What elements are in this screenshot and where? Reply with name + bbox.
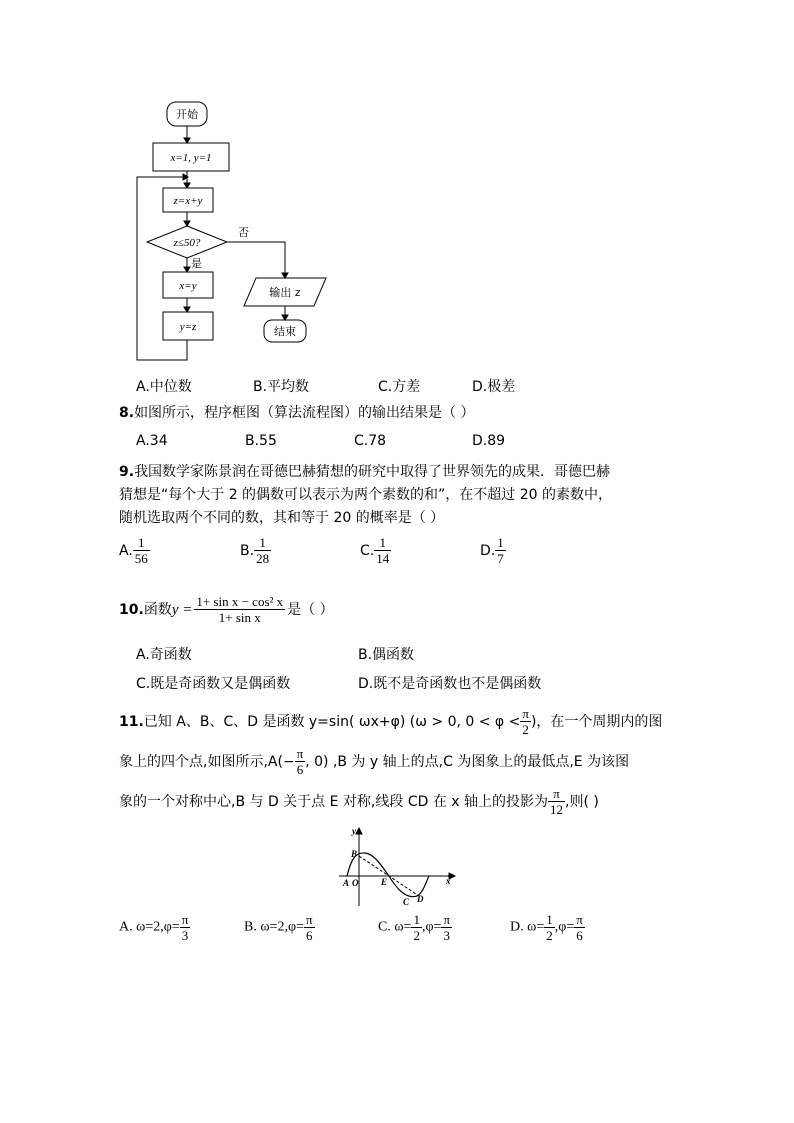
q11-option-a[interactable] <box>119 912 190 943</box>
flowchart-sum-label: z=x+y <box>173 195 203 207</box>
graph-label-d: D <box>417 894 424 904</box>
q9-option-d-label: D. <box>480 543 496 559</box>
q10-option-d[interactable]: D.既不是奇函数也不是偶函数 <box>358 676 542 692</box>
q9-a-den: 56 <box>134 551 148 566</box>
q8-text: 如图所示，程序框图（算法流程图）的输出结果是（ ） <box>134 405 475 421</box>
q7-option-d[interactable]: D.极差 <box>472 379 516 395</box>
q8-option-d[interactable]: D.89 <box>472 433 506 449</box>
q11-line3-a: 象的一个对称中心,B 与 D 关于点 E 对称,线段 CD 在 x 轴上的投影为 <box>119 794 549 810</box>
q11-option-c[interactable] <box>378 912 452 943</box>
q10-fraction-num: 1+ sin x − cos² x <box>196 594 284 609</box>
q9-option-a-label: A. <box>119 543 133 559</box>
q11-sine-graph <box>335 824 460 909</box>
q10-var: y = <box>171 602 193 618</box>
q11-line1-frac-den: 2 <box>522 722 529 737</box>
q11-stem-line3 <box>119 786 599 817</box>
q10-option-b[interactable]: B.偶函数 <box>358 647 415 663</box>
q7-option-b[interactable]: B.平均数 <box>253 379 310 395</box>
q9-d-den: 7 <box>497 551 504 566</box>
q8-stem <box>119 403 475 423</box>
q11-line2-frac-num: π <box>296 746 304 761</box>
q11-option-d[interactable] <box>510 912 585 943</box>
graph-label-a: A <box>343 878 350 888</box>
q11-line2-frac-den: 6 <box>296 762 304 777</box>
flowchart-assign-y-label: y=z <box>179 321 197 333</box>
q8-option-c[interactable]: C.78 <box>354 433 387 449</box>
q11-d-omega-den: 2 <box>546 928 553 943</box>
flowchart-condition-label: z≤50? <box>173 237 201 249</box>
q11-line2-a: 象上的四个点,如图所示,A(− <box>119 754 295 770</box>
q11-c-text: C. ω= <box>378 919 412 935</box>
q11-number: 11. <box>119 714 144 730</box>
q11-line1-a: 已知 A、B、C、D 是函数 y=sin( ωx+φ) (ω > 0, 0 < φ < <box>143 714 521 730</box>
q11-line2-b: , 0) ,B 为 y 轴上的点,C 为图象上的最低点,E 为该图 <box>305 754 630 770</box>
q9-b-num: 1 <box>254 535 271 551</box>
q9-stem-line3: 随机选取两个不同的数，其和等于 20 的概率是（ ） <box>119 510 445 526</box>
q9-number: 9. <box>119 464 135 480</box>
graph-label-c: C <box>403 897 410 907</box>
q10-option-a[interactable]: A.奇函数 <box>136 647 192 663</box>
graph-label-b: B <box>351 849 358 859</box>
q11-line3-frac-num: π <box>548 786 565 802</box>
q11-line3-frac-den: 12 <box>550 802 564 817</box>
graph-label-y: y <box>352 826 356 836</box>
q9-stem-line2: 猜想是“每个大于 2 的偶数可以表示为两个素数的和”，在不超过 20 的素数中， <box>119 487 613 503</box>
q11-stem-line2 <box>119 746 629 777</box>
graph-label-e: E <box>381 877 388 887</box>
q8-number: 8. <box>119 405 135 421</box>
q11-d-den: 6 <box>576 928 583 943</box>
q10-suffix: 是（ ） <box>287 602 334 618</box>
q11-c-omega-den: 2 <box>413 928 420 943</box>
q9-a-num: 1 <box>133 535 150 551</box>
q11-b-den: 6 <box>305 928 313 943</box>
q10-stem <box>119 594 334 625</box>
q9-option-a[interactable] <box>119 535 150 566</box>
q10-fraction-den: 1+ sin x <box>218 610 261 625</box>
q11-d-text: D. ω= <box>510 919 545 935</box>
q9-option-d[interactable] <box>480 535 506 566</box>
q9-c-num: 1 <box>374 535 391 551</box>
q9-option-b-label: B. <box>240 543 255 559</box>
q11-a-den: 3 <box>181 928 189 943</box>
flowchart-init-label: x=1, y=1 <box>170 152 212 164</box>
flowchart-assign-x-label: x=y <box>179 280 197 292</box>
q9-b-den: 28 <box>256 551 270 566</box>
q11-b-num: π <box>305 912 313 927</box>
q9-option-c-label: C. <box>360 543 375 559</box>
q10-option-c[interactable]: C.既是奇函数又是偶函数 <box>136 676 291 692</box>
q10-prefix: 函数 <box>143 602 172 618</box>
q10-number: 10. <box>119 602 144 618</box>
flowchart-yes-label: 是 <box>191 257 202 270</box>
q11-c-text2: ,φ= <box>421 919 442 935</box>
q11-line3-b: ,则( ) <box>565 794 599 810</box>
flowchart-no-label: 否 <box>238 226 249 239</box>
q11-line1-frac-num: π <box>522 706 529 721</box>
q11-d-text2: ,φ= <box>554 919 575 935</box>
flowchart-end-label: 结束 <box>274 325 296 338</box>
q7-option-c[interactable]: C.方差 <box>378 379 421 395</box>
q11-d-num: π <box>576 912 583 927</box>
q9-d-num: 1 <box>497 535 504 550</box>
q11-line1-b: )，在一个周期内的图 <box>530 714 663 730</box>
q11-a-num: π <box>181 912 189 927</box>
q11-b-text: B. ω=2,φ= <box>244 919 304 935</box>
q11-a-text: A. ω=2,φ= <box>119 919 180 935</box>
q9-c-den: 14 <box>376 551 390 566</box>
q9-option-b[interactable] <box>240 535 271 566</box>
graph-label-x: x <box>446 876 451 886</box>
q7-option-a[interactable]: A.中位数 <box>136 379 192 395</box>
q9-text-1: 我国数学家陈景润在哥德巴赫猜想的研究中取得了世界领先的成果．哥德巴赫 <box>134 464 611 480</box>
flowchart-start-label: 开始 <box>176 108 198 121</box>
q9-stem-line1 <box>119 462 610 482</box>
q11-c-den: 3 <box>443 928 450 943</box>
q11-option-b[interactable] <box>244 912 315 943</box>
q8-option-b[interactable]: B.55 <box>245 433 277 449</box>
q11-c-num: π <box>443 912 451 927</box>
flowchart <box>125 95 365 370</box>
graph-label-o: O <box>352 878 359 888</box>
q11-c-omega-num: 1 <box>413 912 420 927</box>
flowchart-output-label: 输出 z <box>269 286 301 299</box>
q11-stem-line1 <box>119 706 662 737</box>
q8-option-a[interactable]: A.34 <box>136 433 168 449</box>
q11-d-omega-num: 1 <box>546 912 553 927</box>
q9-option-c[interactable] <box>360 535 391 566</box>
